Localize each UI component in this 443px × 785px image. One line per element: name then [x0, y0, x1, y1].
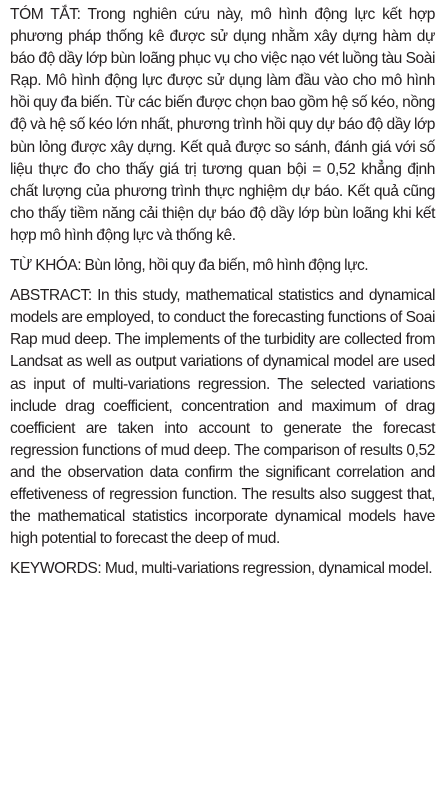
- abstract-vietnamese-label: TÓM TẮT:: [10, 6, 81, 23]
- keywords-vietnamese-label: TỪ KHÓA:: [10, 257, 81, 275]
- keywords-english-label: KEYWORDS:: [10, 560, 102, 578]
- abstract-vietnamese-text: Trong nghiên cứu này, mô hình động lực kết hợp phương pháp thống kê được sử dụng nhằm xây dựng hàm dự báo độ dầy lớp bùn loãng phục vụ cho việc nạo vét luồng tàu Soài Rạp. Mô hình động lực được sử dụng làm đầu vào cho mô hình hồi quy đa biến. Từ các biến được chọn bao gồm hệ số kéo, nồng độ và hệ số kéo lớn nhất, phương trình hồi quy dự báo độ dầy lớp bùn lỏng được xây dựng. Kết quả được so sánh, đánh giá với số liệu thực đo cho thấy giá trị tương quan bội = 0,52 khẳng định chất lượng của phương trình thực nghiệm dự báo. Kết quả cũng cho thấy tiềm năng cải thiện dự báo độ dầy lớp bùn loãng khi kết hợp mô hình động lực và thống kê.: [10, 6, 435, 244]
- keywords-vietnamese-text: Bùn lỏng, hồi quy đa biến, mô hình động lực.: [84, 257, 368, 275]
- abstract-vietnamese: [10, 4, 435, 247]
- keywords-english: [10, 558, 435, 580]
- abstract-english-text: In this study, mathematical statistics and dynamical models are employed, to conduct the forecasting functions of Soai Rap mud deep. The implements of the turbidity are collected from Landsat as well as output variations of dynamical model are used as input of multi-variations regression. The selected variations include drag coefficient, concentration and maximum of drag coefficient are taken into account to generate the forecast regression functions of mud deep. The comparison of results 0,52 and the observation data confirm the significant correlation and effetiveness of regression function. The results also suggest that, the mathematical statistics incorporate dynamical models have high potential to forecast the deep of mud.: [10, 287, 435, 548]
- keywords-vietnamese: [10, 255, 435, 277]
- keywords-english-text: Mud, multi-variations regression, dynamical model.: [104, 560, 433, 578]
- abstract-english-label: ABSTRACT:: [10, 287, 92, 305]
- abstract-english: [10, 285, 435, 550]
